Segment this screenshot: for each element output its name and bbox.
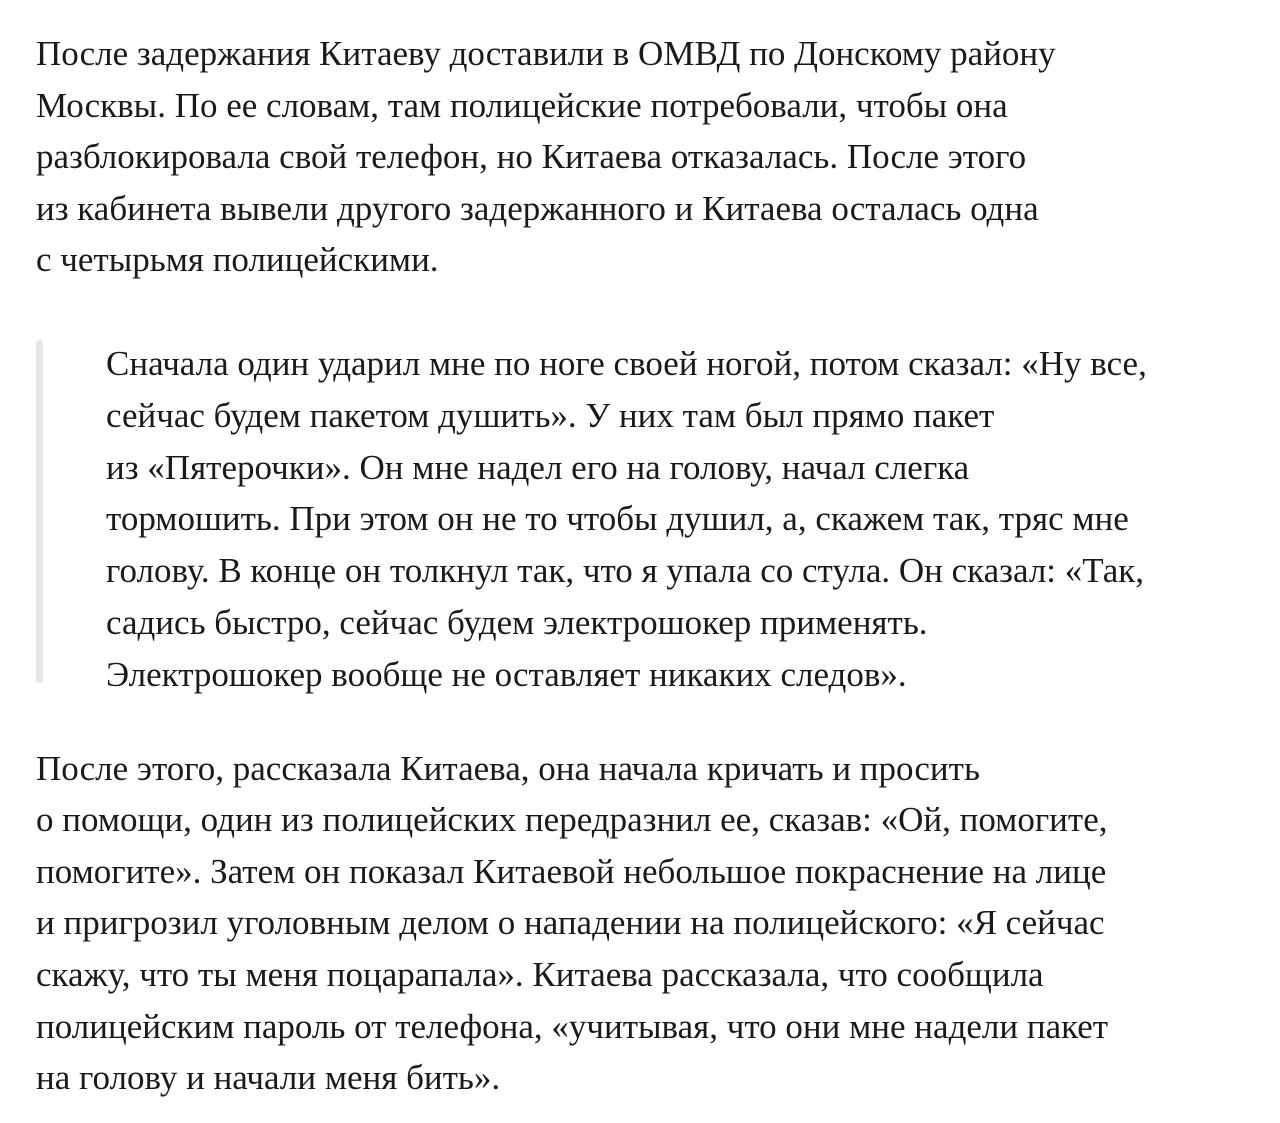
text-line: Москвы. По ее словам, там полицейские потребовали, чтобы она: [36, 85, 1008, 125]
text-line: сейчас будем пакетом душить». У них там был прямо пакет: [106, 395, 995, 435]
text-line: садись быстро, сейчас будем электрошокер применять.: [106, 602, 928, 642]
text-line: После задержания Китаеву доставили в ОМВД по Донскому району: [36, 34, 1056, 73]
text-line: полицейским пароль от телефона, «учитывая, что они мне надели пакет: [36, 1006, 1109, 1046]
text-line: с четырьмя полицейскими.: [36, 240, 439, 280]
quote-text: [106, 338, 1272, 701]
text-line: разблокировала свой телефон, но Китаева отказалась. После этого: [36, 137, 1027, 177]
text-line: голову. В конце он толкнул так, что я упала со стула. Он сказал: «Так,: [106, 551, 1145, 591]
text-line: помогите». Затем он показал Китаевой небольшое покраснение на лице: [36, 851, 1107, 891]
text-line: и пригрозил уголовным делом о нападении на полицейского: «Я сейчас: [36, 903, 1105, 943]
text-line: на голову и начали меня бить».: [36, 1058, 501, 1098]
text-line: о помощи, один из полицейских передразнил ее, сказав: «Ой, помогите,: [36, 800, 1108, 840]
text-line: тормошить. При этом он не то чтобы душил, а, скажем так, тряс мне: [106, 499, 1129, 539]
quote-bar: [36, 340, 43, 683]
article-body: [36, 28, 1272, 1104]
paragraph-1: [36, 28, 1272, 286]
text-line: Электрошокер вообще не оставляет никаких следов».: [106, 654, 907, 694]
paragraph-2: [36, 743, 1272, 1104]
text-line: из «Пятерочки». Он мне надел его на голову, начал слегка: [106, 447, 970, 487]
text-line: Сначала один ударил мне по ноге своей ногой, потом сказал: «Ну все,: [106, 343, 1147, 383]
blockquote: [36, 338, 1272, 701]
text-line: После этого, рассказала Китаева, она начала кричать и просить: [36, 748, 980, 788]
text-line: из кабинета вывели другого задержанного и Китаева осталась одна: [36, 188, 1039, 228]
text-line: скажу, что ты меня поцарапала». Китаева рассказала, что сообщила: [36, 954, 1044, 994]
